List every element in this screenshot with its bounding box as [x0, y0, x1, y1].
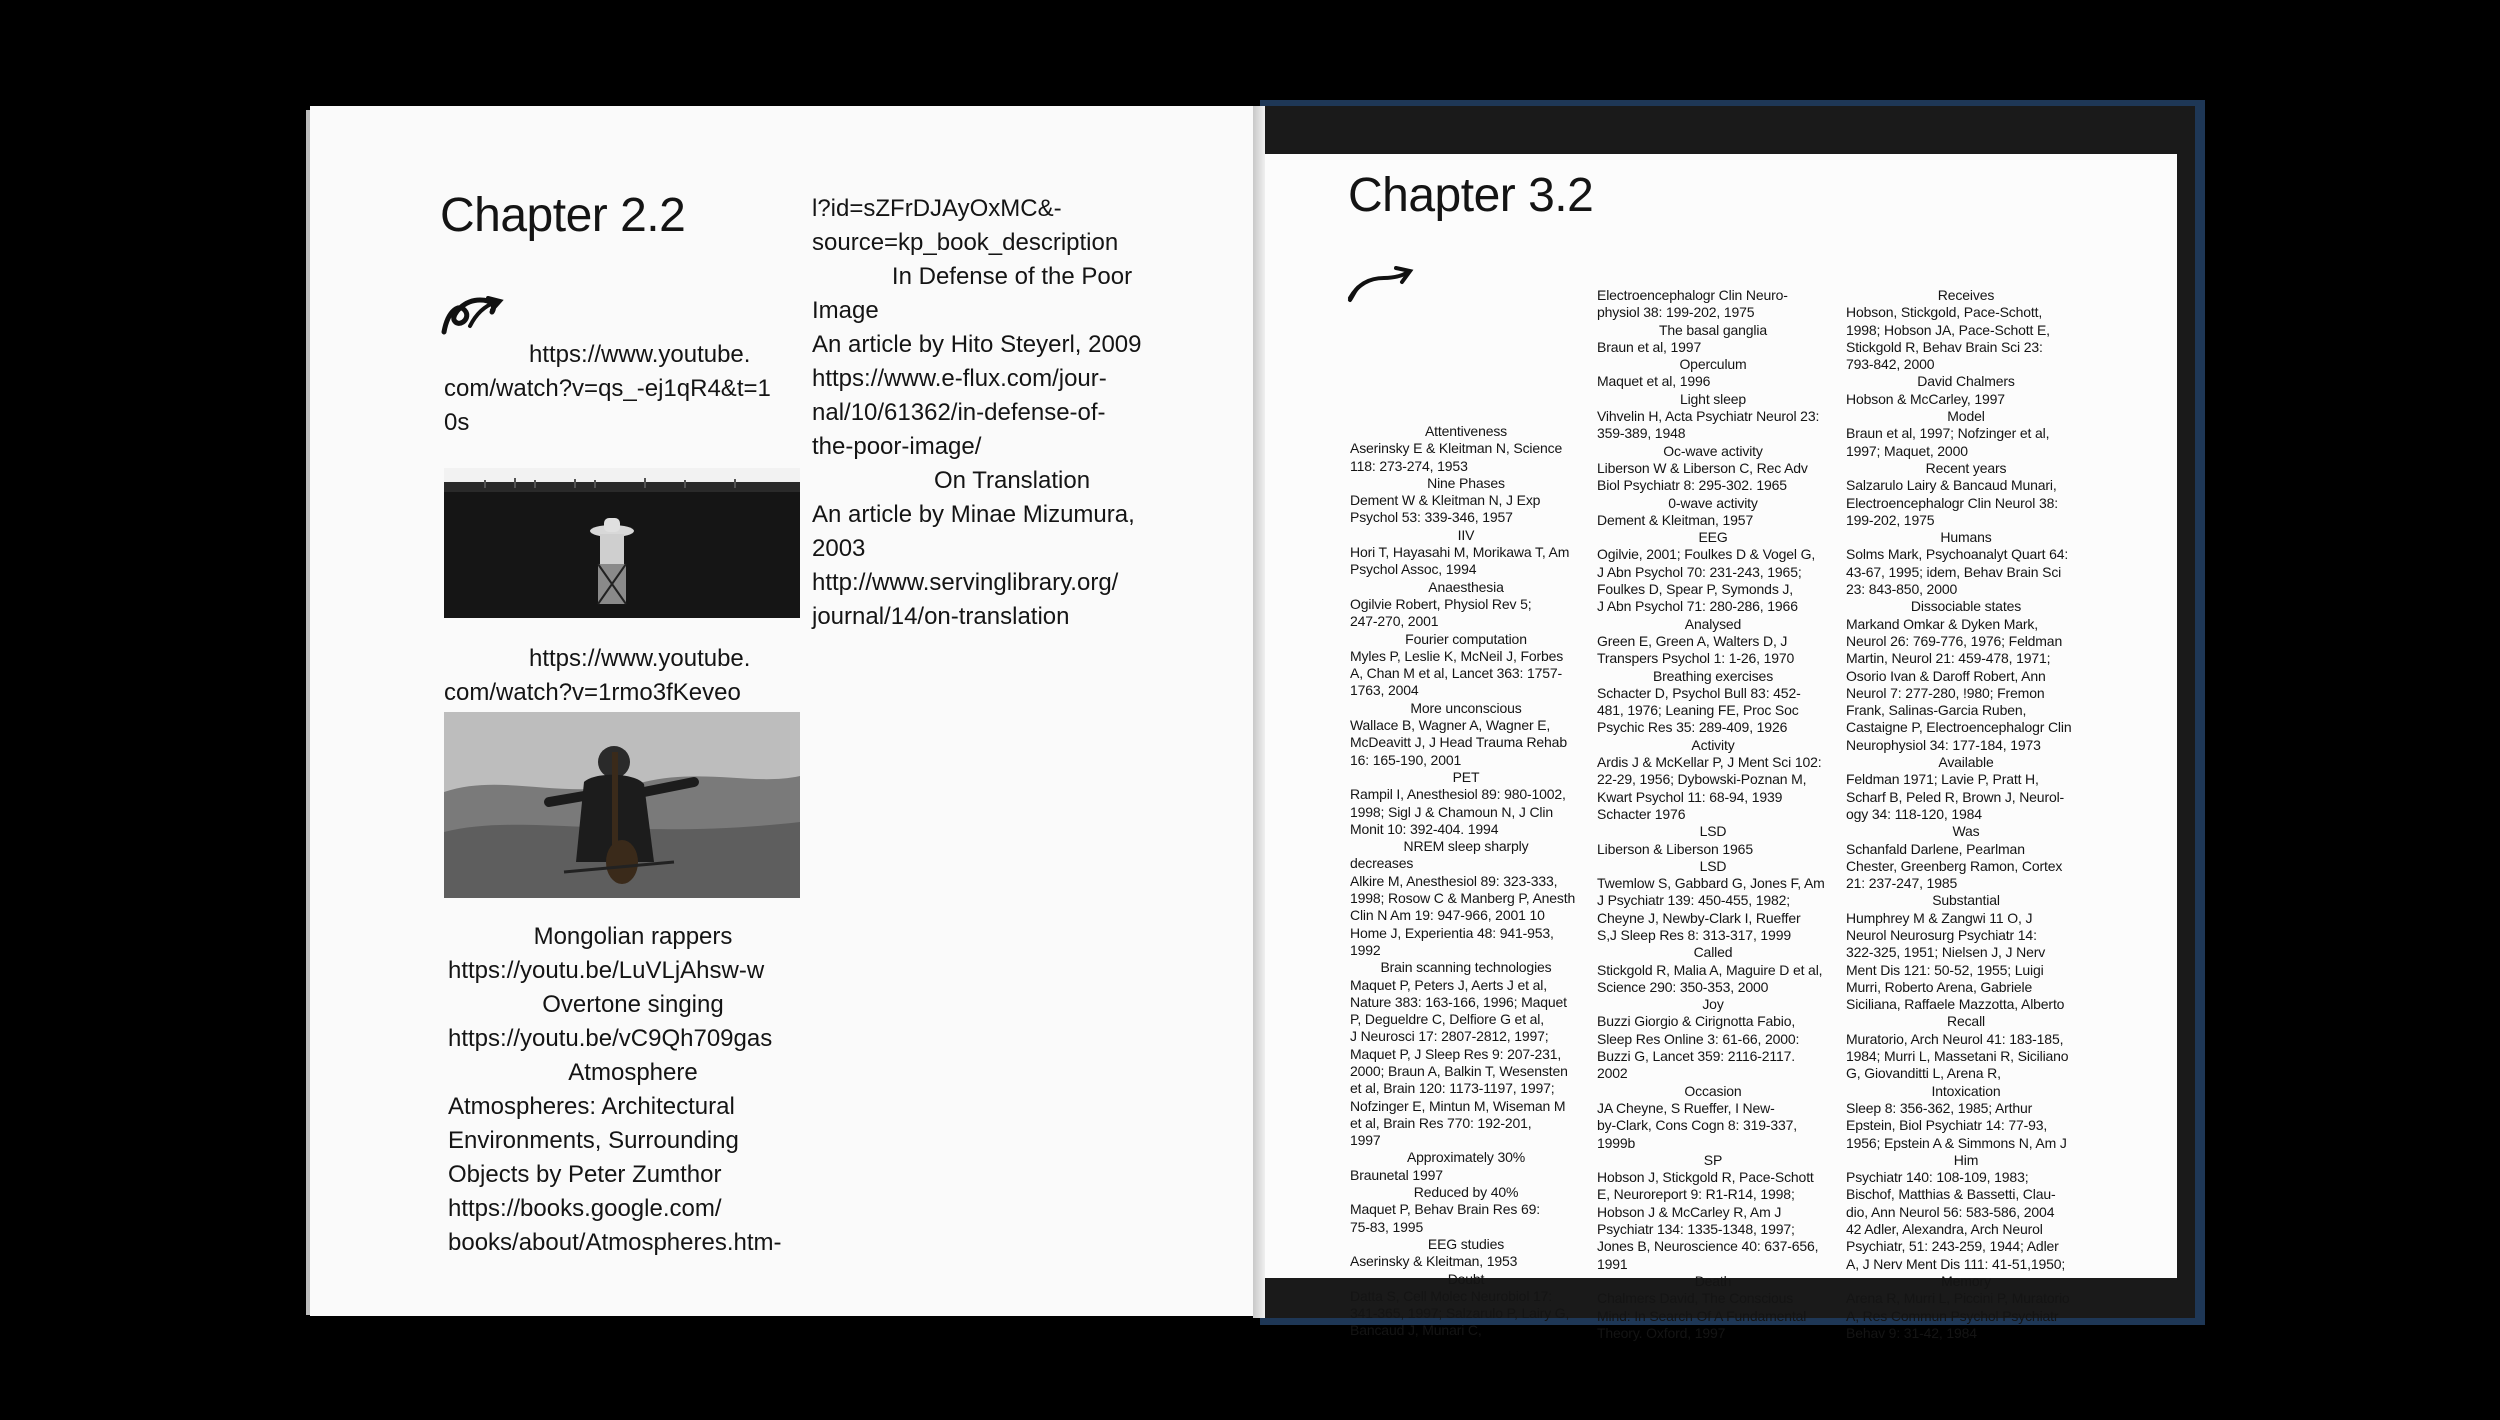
right-page-top-shadow [1260, 106, 2195, 154]
reference-citation: Ogilvie, 2001; Foulkes D & Vogel G, J Abn Psychol 70: 231-243, 1965; Foulkes D, Spear P, Symonds J, J Abn Psychol 71: 280-286, 1966 [1597, 546, 1816, 615]
reference-term: Anaesthesia [1428, 578, 1504, 595]
reference-citation: Humphrey M & Zangwi 11 O, J Neurol Neurosurg Psychiatr 14: 322-325, 1951; Nielsen J, J Nerv Ment Dis 121: 50-52, 1955; Luigi Murri, Roberto Arena, Gabriele Siciliana, Raffaele Mazzotta, Alberto [1846, 909, 2065, 1013]
reference-term: Attentiveness [1424, 423, 1508, 439]
reference-citation: Electroencephalogr Clin Neuro- physiol 38: 199-202, 1975 [1597, 287, 1788, 321]
reference-citation: Psychiatr 140: 108-109, 1983; Bischof, Matthias & Bassetti, Clau- dio, Ann Neurol 56: 583-586, 2004 42 Adler, Alexandra, Arch Neurol Psychiatr, 51: 243-259, 1944; Adler A, J Nerv Ment Dis 111: 41-51,1950; [1846, 1169, 2066, 1272]
handwritten-arrow-icon [1346, 264, 1416, 304]
reference-citation: Green E, Green A, Walters D, J Transpers Psychol 1: 1-26, 1970 [1597, 632, 1795, 667]
reference-entry [1350, 631, 1582, 700]
tail-line: Environments, Surrounding [448, 1127, 739, 1154]
reference-citation: Ardis J & McKellar P, J Ment Sci 102: 22-29, 1956; Dybowski-Poznan M, Kwart Psychol 11: 68-94, 1939 Schacter 1976 [1597, 754, 1822, 822]
reference-citation: Rampil I, Anesthesiol 89: 980-1002, 1998; Sigl J & Chamoun N, J Clin Monit 10: 392-404. 1994 [1350, 786, 1566, 837]
col2-line: An article by Hito Steyerl, 2009 [812, 331, 1142, 358]
reference-term: The basal ganglia [1659, 321, 1767, 338]
reference-citation: Aserinsky & Kleitman, 1953 [1350, 1253, 1518, 1270]
reference-citation: JA Cheyne, S Rueffer, I New- by-Clark, Cons Cogn 8: 319-337, 1999b [1597, 1099, 1798, 1151]
tail-line: Overtone singing [542, 991, 724, 1018]
reference-term: EEG studies [1427, 1235, 1505, 1252]
tail-line[interactable]: https://youtu.be/vC9Qh709gas [448, 1025, 773, 1052]
reference-citation: Maquet P, Peters J, Aerts J et al, Nature 383: 163-166, 1996; Maquet P, Degueldre C, Delfiore G et al, J Neurosci 17: 2807-2812, 1997; Maquet P, J Sleep Res 9: 207-231, 2000; Braun A, Balkin T, Wesensten et al, Brain 120: 1173-1197, 1997; Nofzinger E, Mintun M, Wiseman M et al, Brain Res 770: 192-201, 1997 [1350, 976, 1568, 1149]
reference-entry [1597, 944, 1829, 996]
reference-citation: Schacter D, Psychol Bull 83: 452- 481, 1976; Leaning FE, Proc Soc Psychic Res 35: 289-409, 1926 [1597, 684, 1801, 736]
reference-citation: decreases Alkire M, Anesthesiol 89: 323-333, 1998; Rosow C & Manberg P, Anesth Clin N Am 19: 947-966, 2001 10 Home J, Experientia 48: 941-953, 1992 [1350, 855, 1576, 958]
reference-term: IIV [1457, 526, 1475, 543]
reference-entry [1350, 1236, 1582, 1271]
reference-citation: Feldman 1971; Lavie P, Pratt H, Scharf B, Peled R, Brown J, Neurol- ogy 34: 118-120, 1984 [1846, 771, 2065, 822]
reference-citation: Hobson, Stickgold, Pace-Schott, 1998; Hobson JA, Pace-Schott E, Stickgold R, Behav Brain Sci 23: 793-842, 2000 [1846, 304, 2050, 373]
left-column-2 [812, 192, 1212, 634]
reference-term: Receives [1937, 287, 1995, 303]
youtube-link-1-line-2[interactable]: com/watch?v=qs_-ej1qR4&t=1 [444, 375, 771, 402]
col2-line[interactable]: https://www.e-flux.com/jour- [812, 365, 1107, 392]
col2-line: In Defense of the Poor [891, 263, 1133, 290]
col2-line: 2003 [812, 535, 866, 562]
tail-line[interactable]: https://books.google.com/ [448, 1195, 722, 1222]
reference-entry [1846, 823, 2086, 892]
reference-citation: Datta S, Cell Molec Neurobiol 17: 341-365, 1997; Salzarulo P, Lairy G, Bancaud J, Munari C, [1350, 1287, 1570, 1339]
reference-citation: Chalmers David, The Conscious Mind: In Search Of A Fundamental Theory. Oxford, 1997 [1597, 1290, 1807, 1341]
reference-entry [1597, 616, 1829, 668]
col2-line: An article by Minae Mizumura, [812, 501, 1135, 528]
reference-term: Breathing exercises [1652, 667, 1774, 684]
reference-citation: Hori T, Hayasahi M, Morikawa T, Am Psychol Assoc, 1994 [1350, 544, 1570, 578]
reference-citation: Braun et al, 1997; Nofzinger et al, 1997; Maquet, 2000 [1846, 425, 2050, 459]
reference-citation: Hobson & McCarley, 1997 [1846, 390, 2005, 407]
reference-citation: Dement W & Kleitman N, J Exp Psychol 53: 339-346, 1957 [1350, 492, 1541, 526]
reference-entry [1846, 1152, 2086, 1273]
reference-term: Was [1952, 823, 1980, 840]
reference-entry [1350, 700, 1582, 769]
reference-citation: Hobson J, Stickgold R, Pace-Schott E, Neuroreport 9: R1-R14, 1998; Hobson J & McCarley R, Am J Psychiatr 134: 1335-1348, 1997; Jones B, Neuroscience 40: 637-656, 1991 [1597, 1169, 1819, 1272]
reference-term: More unconscious [1410, 699, 1522, 716]
reference-term: Reduced by 40% [1413, 1184, 1519, 1201]
youtube-link-1-line-1[interactable]: https://www.youtube. [529, 341, 751, 368]
reference-term: Approximately 30% [1406, 1149, 1526, 1166]
reference-term: Recall [1946, 1013, 1985, 1030]
reference-citation: Muratorio, Arch Neurol 41: 183-185, 1984; Murri L, Massetani R, Siciliano G, Giovanditti L, Arena R, [1846, 1030, 2069, 1082]
reference-entry [1597, 1152, 1829, 1273]
reference-entry [1597, 356, 1829, 391]
reference-citation: Stickgold R, Malia A, Maguire D et al, Science 290: 350-353, 2000 [1597, 961, 1823, 995]
reference-term: Recent years [1925, 459, 2007, 476]
reference-term: SP [1703, 1151, 1723, 1168]
reference-entry [1597, 996, 1829, 1082]
reference-citation: Solms Mark, Psychoanalyt Quart 64: 43-67, 1995; idem, Behav Brain Sci 23: 843-850, 2000 [1846, 546, 2069, 598]
reference-term: Occasion [1684, 1082, 1742, 1099]
musician-photo-graphic [444, 712, 800, 898]
reference-term: EEG [1698, 529, 1728, 546]
col2-line[interactable]: l?id=sZFrDJAyOxMC&- [812, 195, 1062, 222]
reference-entry [1846, 460, 2086, 529]
reference-term: Substantial [1932, 892, 2000, 909]
tail-line: Mongolian rappers [533, 923, 733, 950]
reference-term: NREM sleep sharply [1403, 838, 1529, 855]
reference-term: Light sleep [1679, 390, 1747, 407]
reference-term: Brain scanning technologies [1380, 959, 1552, 976]
reference-entry [1350, 1184, 1582, 1236]
reference-entry [1597, 287, 1829, 322]
book-gutter [1253, 106, 1265, 1318]
reference-citation: Arena R, Murri L, Piccini P, Muratorio A, Res Commun Psychol Psychiatr Behav 9: 31-42, 1984 [1846, 1290, 2070, 1341]
col2-line[interactable]: source=kp_book_description [812, 229, 1119, 256]
reference-entry [1350, 838, 1582, 959]
left-chapter-title: Chapter 2.2 [440, 189, 686, 242]
reference-entry [1597, 737, 1829, 823]
tail-line: Atmospheres: Architectural [448, 1093, 735, 1120]
reference-entry [1846, 1273, 2086, 1342]
col2-line[interactable]: journal/14/on-translation [812, 603, 1070, 630]
tail-line[interactable]: https://youtu.be/LuVLjAhsw-w [448, 957, 765, 984]
left-column-1-links-a [444, 338, 824, 440]
reference-citation: Liberson W & Liberson C, Rec Adv Biol Psychiatr 8: 295-302. 1965 [1597, 459, 1808, 494]
reference-term: Oc-wave activity [1663, 442, 1763, 459]
reference-citation: Ogilvie Robert, Physiol Rev 5; 247-270, 2001 [1350, 595, 1532, 630]
reference-citation: Maquet et al, 1996 [1597, 373, 1711, 390]
reference-term: Nine Phases [1427, 474, 1505, 491]
reference-entry [1597, 322, 1829, 357]
reference-entry [1846, 598, 2086, 754]
reference-entry [1846, 287, 2086, 373]
right-page [1260, 106, 2195, 1341]
reference-term: 0-wave activity [1668, 494, 1758, 511]
reference-entry [1350, 959, 1582, 1149]
reference-entry [1846, 754, 2086, 823]
reference-entry [1846, 373, 2086, 408]
col2-line[interactable]: the-poor-image/ [812, 433, 982, 460]
tail-line[interactable]: books/about/Atmospheres.htm- [448, 1229, 782, 1256]
reference-term: Available [1938, 754, 1994, 771]
musician-photo [444, 712, 800, 898]
reference-citation: Twemlow S, Gabbard G, Jones F, Am J Psychiatr 139: 450-455, 1982; Cheyne J, Newby-Clark I, Rueffer S,J Sleep Res 8: 313-317, 1999 [1597, 875, 1825, 943]
reference-citation: Vihvelin H, Acta Psychiatr Neurol 23: 359-389, 1948 [1597, 408, 1820, 442]
reference-entry [1597, 1273, 1829, 1342]
reference-term: Dissociable states [1910, 598, 2022, 615]
reference-citation: Dement & Kleitman, 1957 [1597, 511, 1754, 528]
reference-term: Intoxication [1931, 1082, 2001, 1099]
col2-line: On Translation [933, 467, 1091, 494]
reference-citation: Salzarulo Lairy & Bancaud Munari, Electroencephalogr Clin Neurol 38: 199-202, 1975 [1846, 477, 2059, 528]
right-chapter-title: Chapter 3.2 [1348, 169, 1594, 222]
reference-entry [1597, 391, 1829, 443]
reference-entry [1846, 408, 2086, 460]
reference-term: Operculum [1679, 356, 1747, 373]
youtube-link-1-line-3[interactable]: 0s [444, 409, 470, 436]
reference-entry [1350, 769, 1582, 838]
reference-citation: Wallace B, Wagner A, Wagner E, McDeavitt J, J Head Trauma Rehab 16: 165-190, 2001 [1350, 717, 1567, 768]
reference-entry [1597, 529, 1829, 615]
reference-column-3 [1846, 287, 2086, 1342]
reference-citation: Maquet P, Behav Brain Res 69: 75-83, 1995 [1350, 1201, 1540, 1235]
reference-term: Death [1694, 1272, 1732, 1289]
reference-term: LSD [1699, 857, 1727, 874]
reference-term: Memory [1941, 1272, 1991, 1289]
reference-term: Doubt [1447, 1270, 1485, 1287]
reference-entry [1597, 668, 1829, 737]
reference-term: Joy [1702, 996, 1724, 1013]
reference-entry [1597, 823, 1829, 858]
reference-term: Humans [1940, 529, 1992, 546]
reference-citation: Markand Omkar & Dyken Mark, Neurol 26: 769-776, 1976; Feldman Martin, Neurol 21: 459-478, 1971; Osorio Ivan & Daroff Robert, Ann Neurol 7: 277-280, !980; Fremon Frank, Salinas-Garcia Ruben, Castaigne P, Electroencephalogr Clin Neurophysiol 34: 177-184, 1973 [1846, 615, 2072, 753]
reference-entry [1846, 1013, 2086, 1082]
reference-entry [1350, 423, 1582, 475]
reference-citation: Braun et al, 1997 [1597, 338, 1702, 355]
reference-citation: Liberson & Liberson 1965 [1597, 840, 1753, 857]
reference-citation: Braunetal 1997 [1350, 1166, 1443, 1183]
reference-term: Called [1693, 944, 1733, 961]
left-column-1-links-b [444, 642, 824, 710]
reference-entry [1597, 495, 1829, 530]
youtube-link-2-line-1[interactable]: https://www.youtube. [529, 645, 751, 672]
left-page [310, 106, 1260, 1316]
col2-line[interactable]: http://www.servinglibrary.org/ [812, 569, 1119, 596]
col2-line[interactable]: nal/10/61362/in-defense-of- [812, 399, 1106, 426]
reference-entry [1350, 527, 1582, 579]
youtube-link-2-line-2[interactable]: com/watch?v=1rmo3fKeveo [444, 679, 741, 706]
reference-term: Activity [1691, 736, 1735, 753]
reference-entry [1597, 1083, 1829, 1152]
reference-entry [1846, 529, 2086, 598]
reference-citation: Buzzi Giorgio & Cirignotta Fabio, Sleep Res Online 3: 61-66, 2000: Buzzi G, Lancet 359: 2116-2117. 2002 [1597, 1013, 1800, 1082]
reference-term: Model [1947, 408, 1985, 425]
reference-term: David Chalmers [1917, 373, 2015, 390]
reference-entry [1350, 579, 1582, 631]
reference-entry [1350, 1149, 1582, 1184]
reference-entry [1846, 892, 2086, 1013]
reference-entry [1597, 858, 1829, 944]
reference-citation: Schanfald Darlene, Pearlman Chester, Greenberg Ramon, Cortex 21: 237-247, 1985 [1846, 840, 2063, 892]
reference-entry [1350, 475, 1582, 527]
col2-line: Image [812, 297, 879, 324]
left-column-1-tail [448, 920, 818, 1260]
reference-citation: Myles P, Leslie K, McNeil J, Forbes A, Chan M et al, Lancet 363: 1757- 1763, 2004 [1350, 647, 1564, 699]
reference-citation: Aserinsky E & Kleitman N, Science 118: 273-274, 1953 [1350, 440, 1563, 474]
tail-line: Objects by Peter Zumthor [448, 1161, 722, 1188]
reference-column-1 [1350, 423, 1582, 1340]
tail-line: Atmosphere [568, 1059, 698, 1086]
right-page-side-shadow [2177, 106, 2195, 1318]
reference-term: Him [1953, 1151, 1979, 1168]
reference-term: Analysed [1684, 615, 1742, 632]
landscape-photo-graphic [444, 468, 800, 618]
reference-term: LSD [1699, 823, 1727, 840]
reference-term: PET [1452, 768, 1480, 785]
landscape-photo-rider [444, 468, 800, 618]
reference-citation: Sleep 8: 356-362, 1985; Arthur Epstein, Biol Psychiatr 14: 77-93, 1956; Epstein A & Simmons N, Am J [1846, 1099, 2067, 1151]
reference-column-2 [1597, 287, 1829, 1342]
reference-term: Fourier computation [1405, 630, 1527, 647]
handwritten-arrow-icon [440, 292, 520, 338]
reference-entry [1350, 1271, 1582, 1340]
reference-entry [1597, 443, 1829, 495]
reference-entry [1846, 1083, 2086, 1152]
